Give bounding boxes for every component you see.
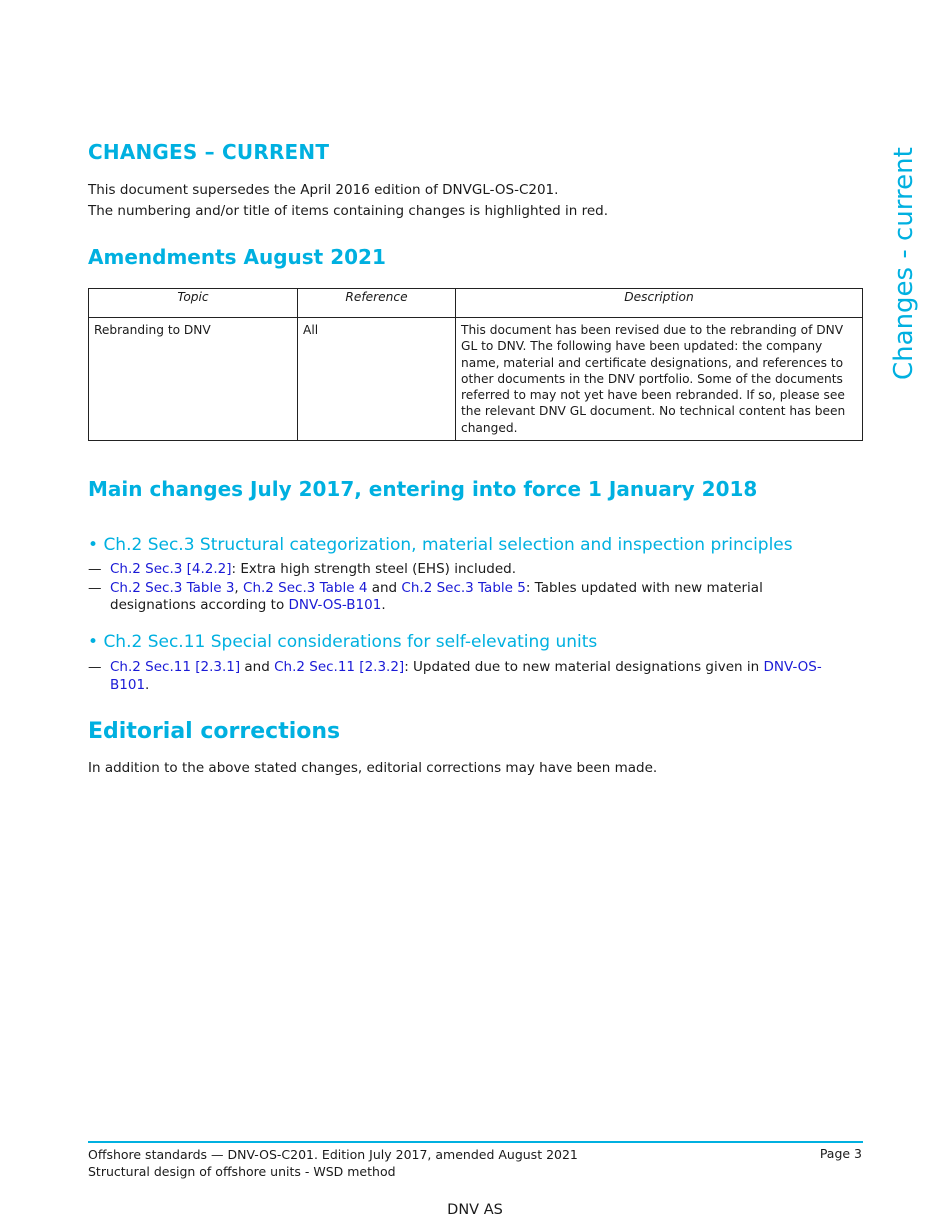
change-list-ch2-sec11 xyxy=(88,659,848,695)
intro-line-2: The numbering and/or title of items containing changes is highlighted in red. xyxy=(88,203,609,219)
footer-divider xyxy=(88,1141,863,1143)
sidebar-section-title: Changes - current xyxy=(889,147,919,380)
list-item xyxy=(88,580,848,615)
item-text: : Updated due to new material designations given in xyxy=(404,659,764,675)
reference-link[interactable]: Ch.2 Sec.11 [2.3.1] xyxy=(110,659,241,675)
table-header-reference: Reference xyxy=(298,289,456,318)
section-heading-ch2-sec3 xyxy=(88,535,793,555)
reference-link[interactable]: Ch.2 Sec.3 Table 4 xyxy=(243,579,368,596)
footer-line-1: Offshore standards — DNV-OS-C201. Edition July 2017, amended August 2021 xyxy=(88,1147,578,1162)
reference-link[interactable]: DNV-OS-B101 xyxy=(110,659,822,693)
item-text: . xyxy=(145,676,150,693)
dash-icon: — xyxy=(88,659,102,675)
item-text: . xyxy=(381,597,386,613)
intro-line-1: This document supersedes the April 2016 edition of DNVGL-OS-C201. xyxy=(88,182,559,198)
table-cell-description: This document has been revised due to the rebranding of DNV GL to DNV. The following have been updated: the company name, material and certificate designations, and references to other documents in the DNV portfolio. Some of the documents referred to may not yet have been rebranded. If so, please see the relevant DNV GL document. No technical content has been changed. xyxy=(456,318,863,441)
item-separator: , xyxy=(234,579,244,596)
footer-document-info xyxy=(88,1146,578,1180)
item-text: : Tables updated with new material designations according to xyxy=(110,579,763,613)
change-list-ch2-sec3 xyxy=(88,561,848,616)
dash-icon: — xyxy=(88,579,102,596)
bullet-icon: • xyxy=(88,632,99,652)
dash-icon: — xyxy=(88,561,102,577)
section-title: Ch.2 Sec.11 Special considerations for self-elevating units xyxy=(103,632,598,652)
table-header-row xyxy=(89,289,863,318)
main-changes-heading: Main changes July 2017, entering into force 1 January 2018 xyxy=(88,477,758,501)
amendments-heading: Amendments August 2021 xyxy=(88,245,386,269)
section-heading-ch2-sec11 xyxy=(88,632,597,652)
bullet-icon: • xyxy=(88,535,99,555)
page-title: CHANGES – CURRENT xyxy=(88,140,330,164)
editorial-heading: Editorial corrections xyxy=(88,719,341,744)
footer-line-2: Structural design of offshore units - WSD method xyxy=(88,1164,396,1179)
section-title: Ch.2 Sec.3 Structural categorization, material selection and inspection principles xyxy=(103,535,793,555)
list-item xyxy=(88,659,848,694)
list-item xyxy=(88,561,848,579)
item-text: : Extra high strength steel (EHS) included. xyxy=(231,561,516,577)
table-header-topic: Topic xyxy=(89,289,298,318)
reference-link[interactable]: Ch.2 Sec.3 Table 3 xyxy=(110,579,235,596)
table-header-description: Description xyxy=(456,289,863,318)
reference-link[interactable]: Ch.2 Sec.11 [2.3.2] xyxy=(274,659,405,675)
reference-link[interactable]: Ch.2 Sec.3 Table 5 xyxy=(401,579,526,596)
item-separator: and xyxy=(240,659,275,675)
table-cell-reference: All xyxy=(298,318,456,441)
page-number: Page 3 xyxy=(819,1146,862,1161)
intro-text xyxy=(88,180,608,222)
table-row xyxy=(89,318,863,441)
item-separator: and xyxy=(367,579,402,596)
company-name: DNV AS xyxy=(447,1202,503,1218)
amendments-table xyxy=(88,288,863,441)
reference-link[interactable]: Ch.2 Sec.3 [4.2.2] xyxy=(110,561,232,577)
table-cell-topic: Rebranding to DNV xyxy=(89,318,298,441)
editorial-text: In addition to the above stated changes, editorial corrections may have been made. xyxy=(88,760,658,776)
reference-link[interactable]: DNV-OS-B101 xyxy=(288,597,382,613)
